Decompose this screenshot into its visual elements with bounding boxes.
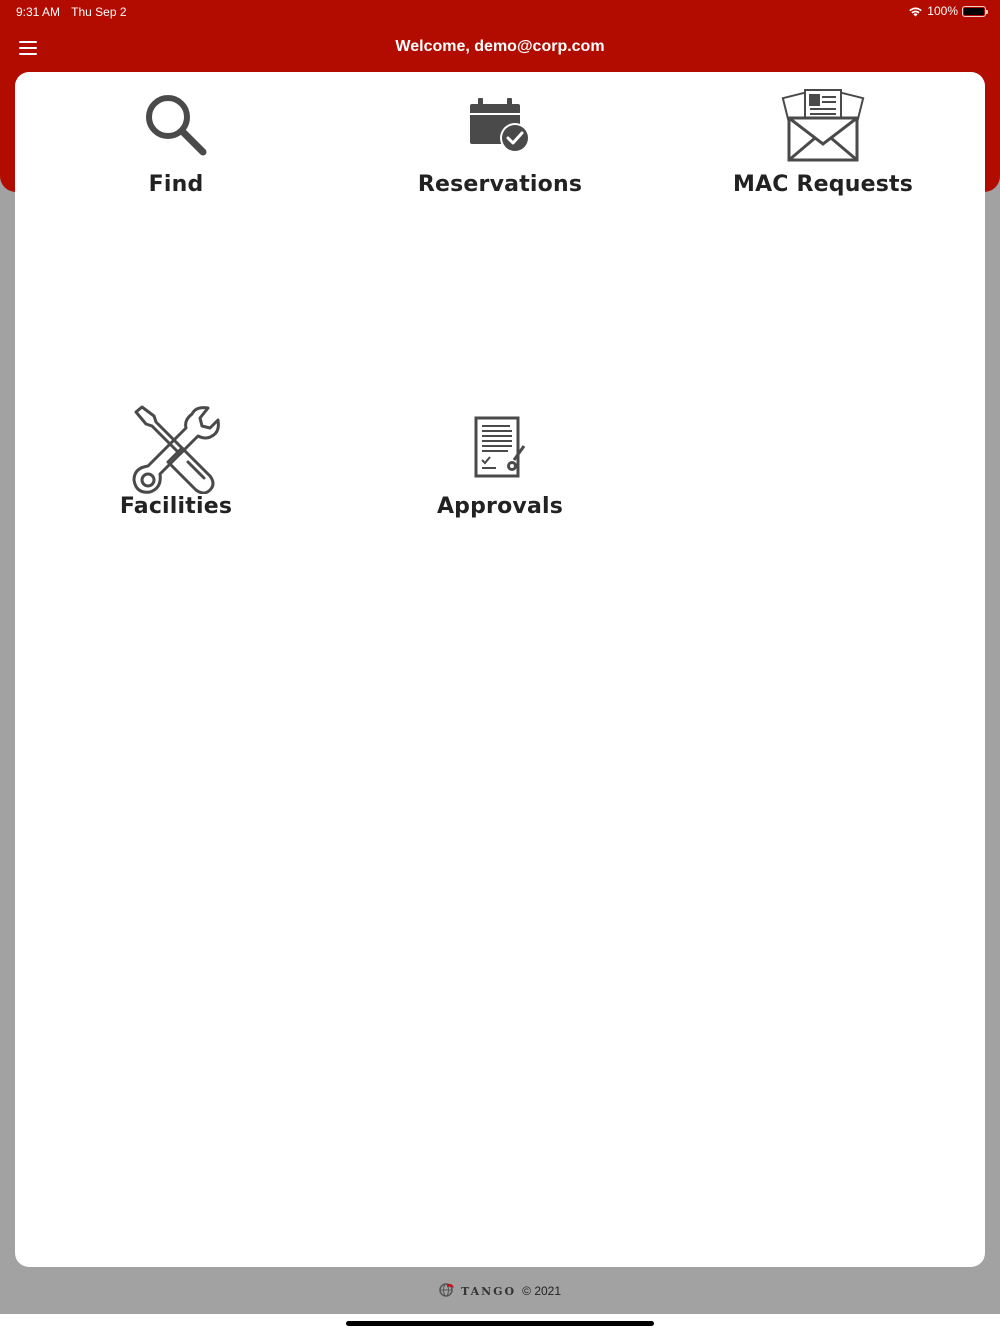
footer-copyright: © 2021	[522, 1284, 562, 1298]
tile-facilities-label: Facilities	[119, 494, 233, 519]
tile-find-label: Find	[148, 172, 204, 197]
tile-mac-requests[interactable]	[673, 88, 973, 198]
page-title: Welcome, demo@corp.com	[395, 38, 605, 55]
wifi-icon	[908, 6, 923, 17]
tile-reservations-label: Reservations	[417, 172, 583, 197]
content-card	[15, 72, 985, 1267]
battery-percent: 100%	[927, 4, 958, 18]
status-bar	[0, 0, 1000, 24]
envelope-documents-icon	[673, 88, 973, 164]
document-stamp-icon	[350, 416, 650, 480]
battery-icon	[962, 6, 986, 17]
wrench-screwdriver-icon	[26, 404, 326, 494]
status-date: Thu Sep 2	[71, 5, 127, 19]
magnifier-icon	[26, 92, 326, 158]
status-time: 9:31 AM	[16, 5, 61, 19]
tile-facilities[interactable]	[26, 404, 326, 520]
footer-brand: TANGO	[460, 1284, 517, 1298]
home-indicator[interactable]	[346, 1321, 654, 1326]
footer	[0, 1281, 1000, 1301]
tile-reservations[interactable]	[350, 88, 650, 198]
tile-mac-requests-label: MAC Requests	[732, 172, 914, 197]
status-left	[16, 5, 135, 19]
tile-find[interactable]	[26, 88, 326, 198]
status-right	[908, 4, 986, 18]
calendar-check-icon	[350, 96, 650, 154]
tile-approvals-label: Approvals	[436, 494, 564, 519]
tango-globe-logo	[439, 1282, 455, 1301]
tile-approvals[interactable]	[350, 416, 650, 522]
